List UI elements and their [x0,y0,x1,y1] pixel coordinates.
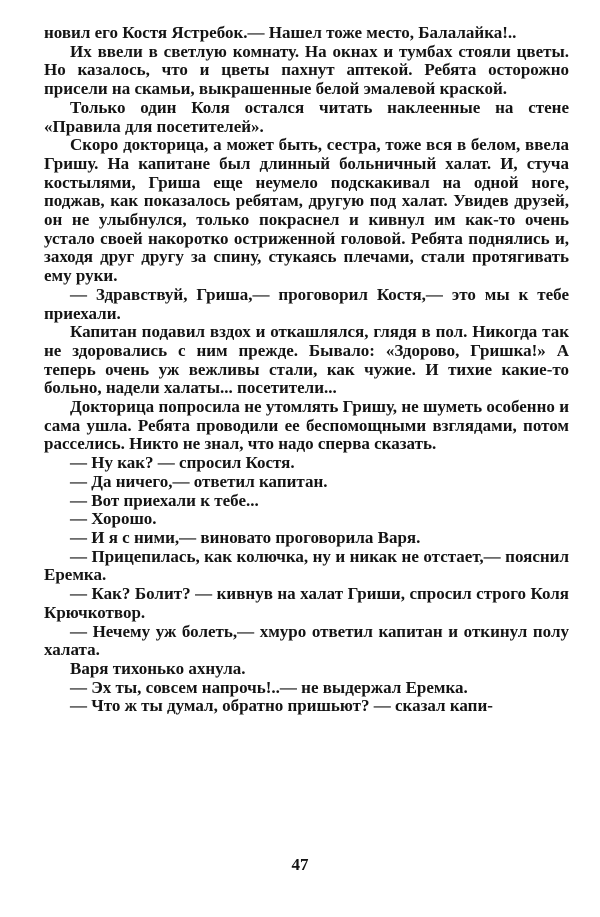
paragraph: новил его Костя Ястребок.— Нашел тоже место, Балалайка!.. [44,23,517,42]
paragraph: Докторица попросила не утомлять Гришу, не шуметь особенно и сама ушла. Ребята проводили ее беспомощными взглядами, потом расселись. Никто не знал, что надо сперва сказать. [44,397,569,454]
paragraph: — Прицепилась, как колючка, ну и никак не отстает,— пояснил Еремка. [44,546,569,585]
paragraph: Их ввели в светлую комнату. На окнах и тумбах стояли цветы. Но казалось, что и цветы пахнут аптекой. Ребята осторожно присели на скамьи, выкрашенные белой эмалевой краской. [44,41,569,99]
paragraph: — Как? Болит? — кивнув на халат Гриши, спросил строго Коля Крючкотвор. [44,584,569,622]
body-text [44,24,569,716]
paragraph: — Что ж ты думал, обратно пришьют? — сказал капи- [70,696,493,716]
paragraph: — Вот приехали к тебе... [70,490,259,510]
paragraph: Только один Коля остался читать наклеенные на стене «Правила для посетителей». [44,97,569,136]
paragraph: — Здравствуй, Гриша,— проговорил Костя,— это мы к тебе приехали. [44,284,569,323]
paragraph: — Хорошо. [70,509,157,529]
paragraph: Капитан подавил вздох и откашлялся, глядя в пол. Никогда так не здоровались с ним прежде. Бывало: «Здорово, Гришка!» А теперь очень уж вежливы стали, как чужие. И тихие какие-то больно, надели халаты... посетители... [44,322,569,398]
page-number: 47 [291,855,309,874]
paragraph: Варя тихонько ахнула. [70,658,246,678]
paragraph: — Эх ты, совсем напрочь!..— не выдержал Еремка. [70,677,468,697]
paragraph: — И я с ними,— виновато проговорила Варя. [70,527,421,547]
paragraph: — Ну как? — спросил Костя. [70,453,295,473]
paragraph: — Нечему уж болеть,— хмуро ответил капитан и откинул полу халата. [44,621,569,660]
paragraph: Скоро докторица, а может быть, сестра, тоже вся в белом, ввела Гришу. На капитане был длинный больничный халат. И, стуча костылями, Гриша еще неумело подскакивал на одной ноге, поджав, как показалось ребятам, другую под халат. Увидев друзей, он не улыбнулся, только покраснел и кивнул им как-то очень устало своей накоротко остриженной головой. Ребята поднялись и, заходя друг другу за спину, стукаясь плечами, стали протягивать ему руки. [44,135,569,286]
paragraph: — Да ничего,— ответил капитан. [70,471,328,491]
